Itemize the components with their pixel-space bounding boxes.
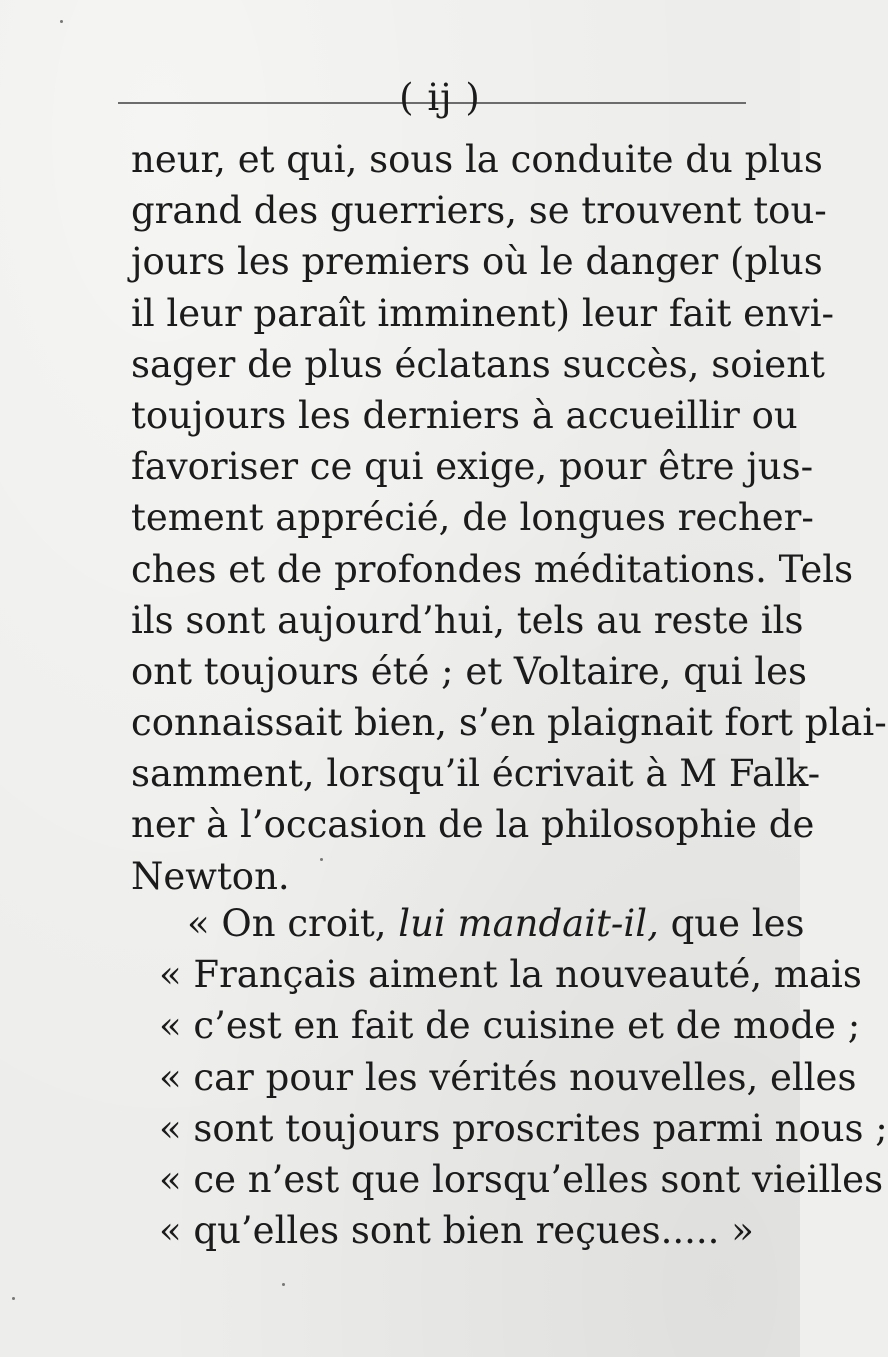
paper-speck — [12, 1297, 15, 1300]
text-line: Newton. — [131, 854, 290, 898]
text-line: favoriser ce qui exige, pour être jus- — [131, 445, 814, 489]
text-line: connaissait bien, s’en plaignait fort plai- — [131, 701, 887, 745]
text-line: jours les premiers où le danger (plus — [131, 240, 823, 284]
quote-line: « ce n’est que lorsqu’elles sont vieilles — [159, 1157, 884, 1201]
quote-line: « c’est en fait de cuisine et de mode ; — [159, 1004, 861, 1048]
quote-line: « sont toujours proscrites parmi nous ; — [159, 1106, 888, 1150]
text-line: neur, et qui, sous la conduite du plus — [131, 138, 823, 181]
quote-opening: « On croit, — [187, 902, 399, 945]
quote-line: « qu’elles sont bien reçues..... » — [159, 1209, 754, 1253]
text-line: ont toujours été ; et Voltaire, qui les — [131, 649, 808, 693]
paper-speck — [60, 20, 63, 23]
text-line: grand des guerriers, se trouvent tou- — [131, 189, 827, 233]
text-line: toujours les derniers à accueillir ou — [131, 393, 798, 437]
quote-continuation: que les — [658, 902, 805, 945]
paper-speck — [282, 1283, 285, 1286]
text-line: samment, lorsqu’il écrivait à M Falk- — [131, 752, 821, 796]
quote-attribution: lui mandait-il, — [398, 902, 659, 945]
text-line: tement apprécié, de longues recher- — [131, 496, 814, 540]
text-line: ner à l’occasion de la philosophie de — [131, 803, 815, 847]
voltaire-quote — [159, 898, 888, 1256]
quote-line: « Français aiment la nouveauté, mais — [159, 953, 862, 997]
page-number: ( ij ) — [399, 76, 481, 119]
quote-line — [159, 898, 805, 949]
text-line: il leur paraît imminent) leur fait envi- — [131, 291, 835, 335]
text-line: ils sont aujourd’hui, tels au reste ils — [131, 598, 804, 642]
text-line: sager de plus éclatans succès, soient — [131, 342, 825, 386]
paper-speck — [320, 858, 323, 861]
text-line: ches et de profondes méditations. Tels — [131, 547, 854, 591]
quote-line: « car pour les vérités nouvelles, elles — [159, 1055, 857, 1099]
body-text — [131, 134, 887, 902]
